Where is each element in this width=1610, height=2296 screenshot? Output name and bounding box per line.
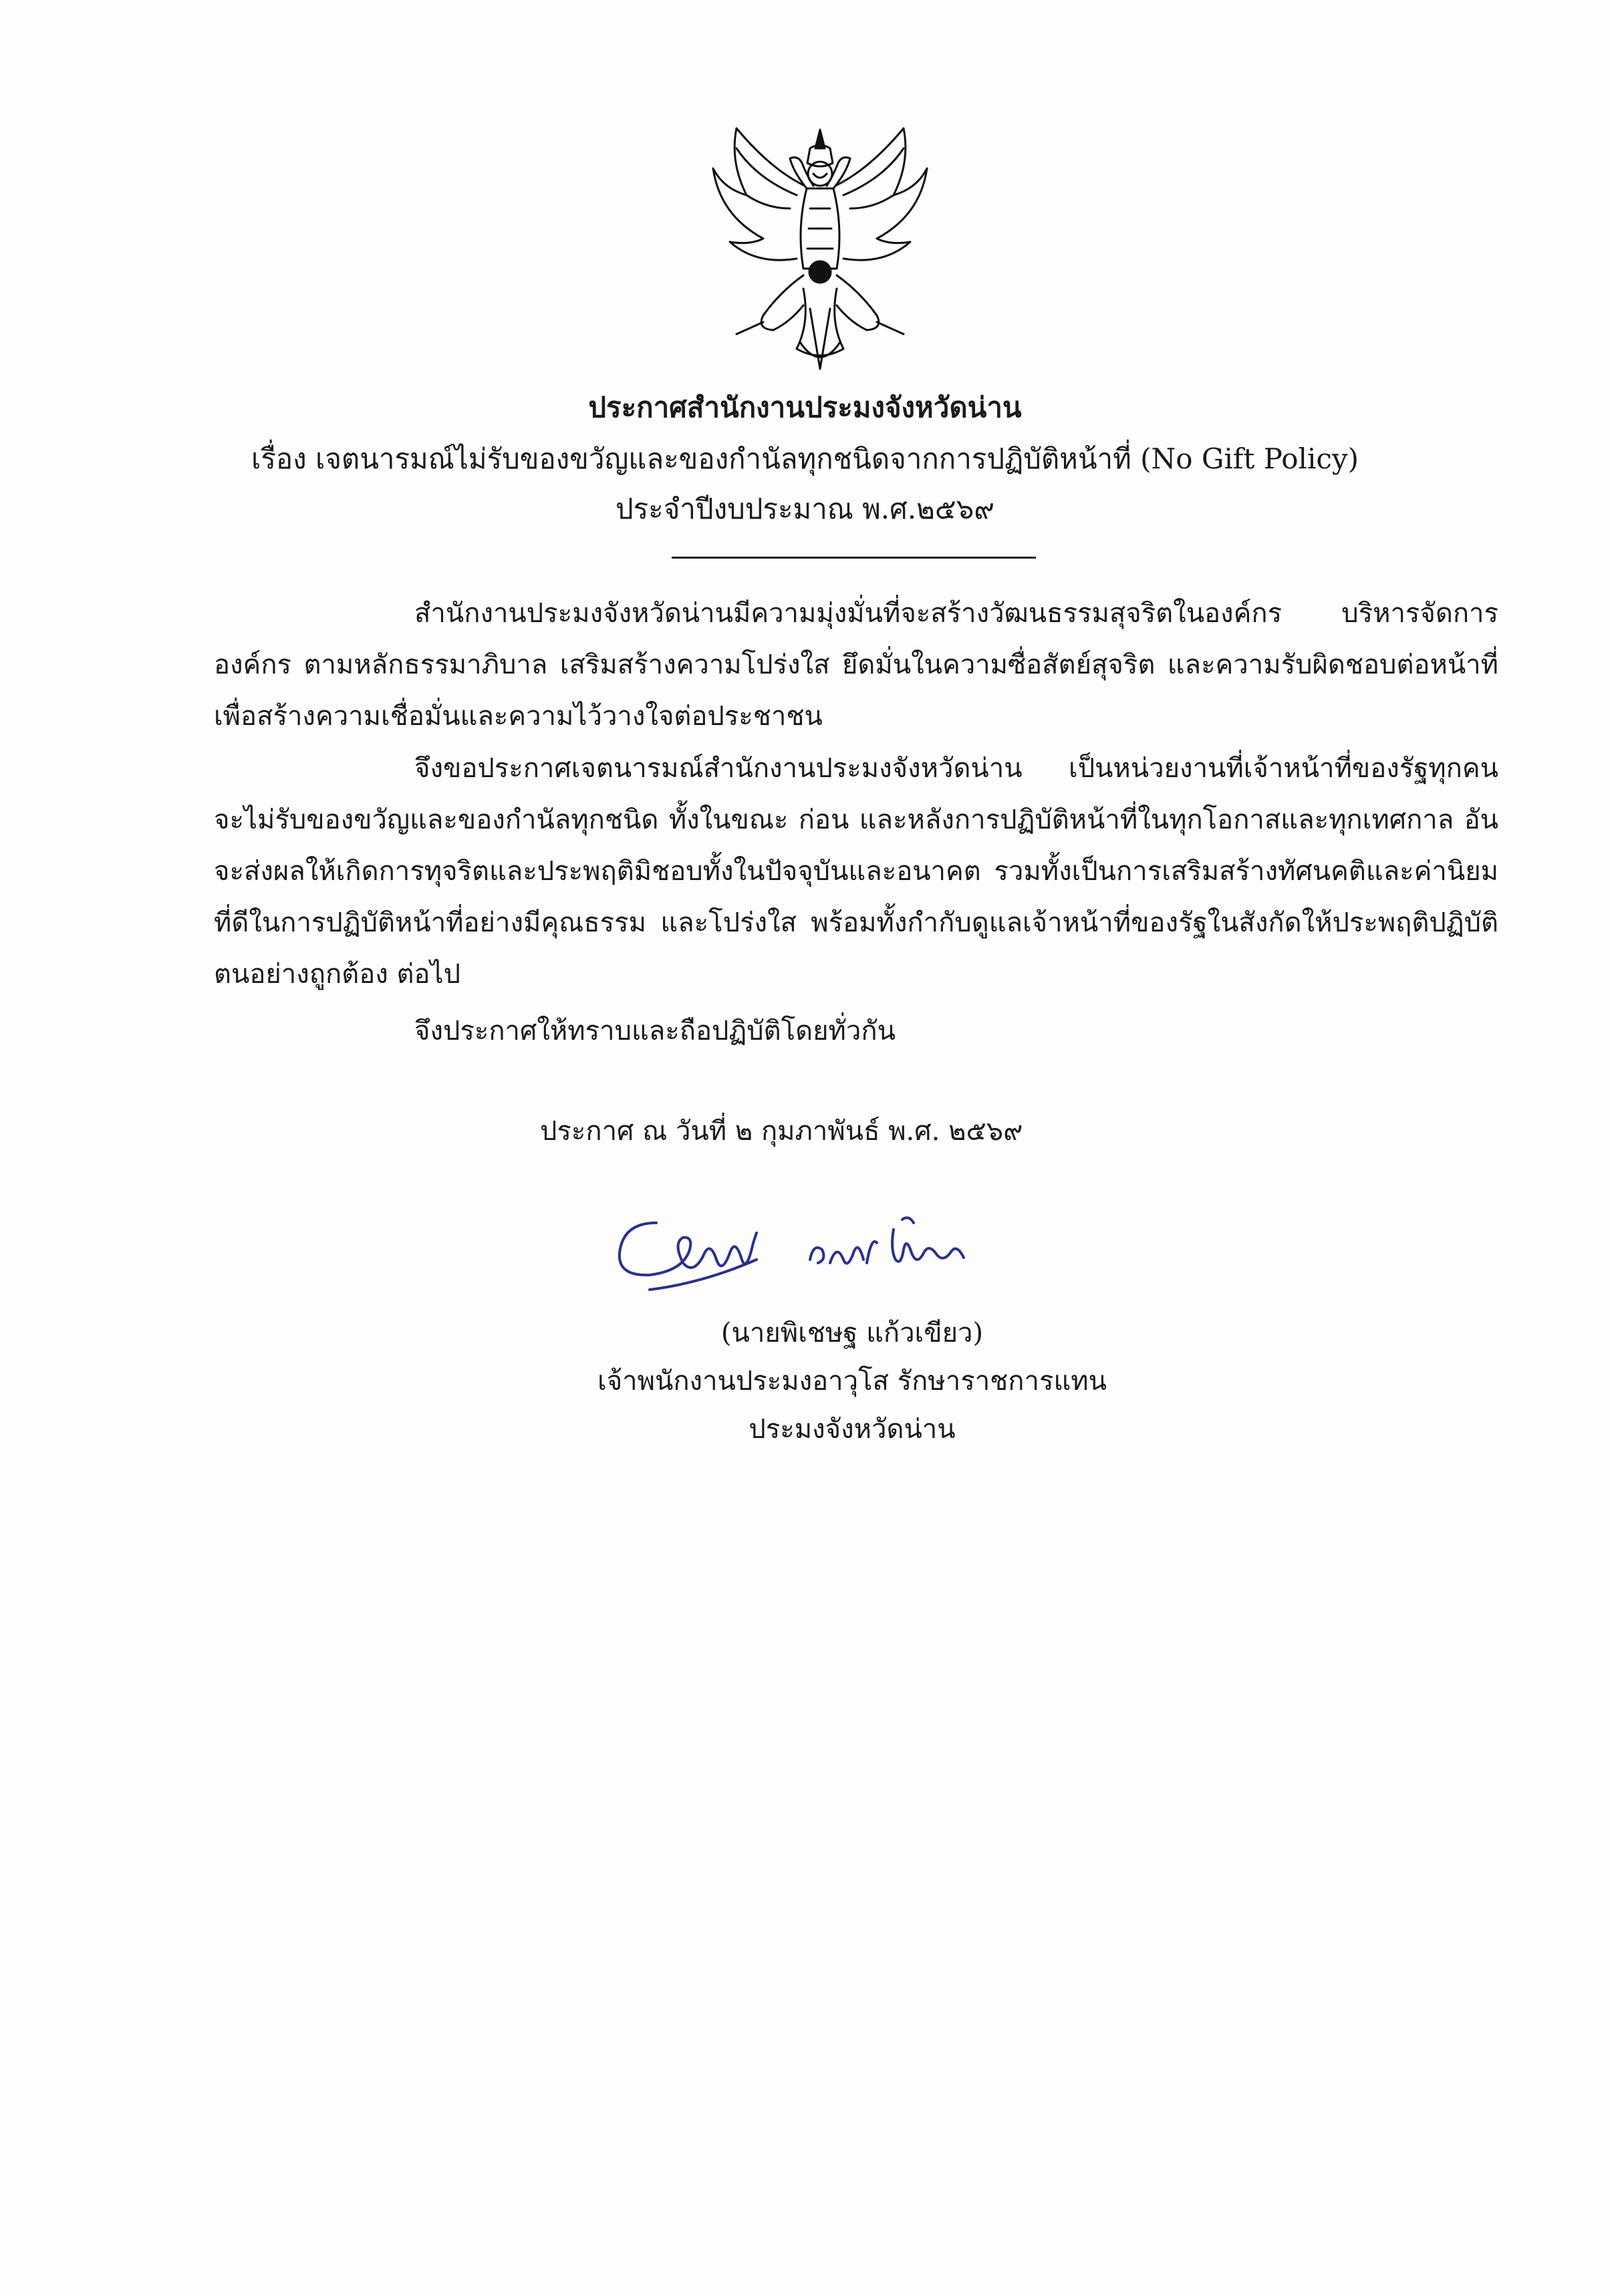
fiscal-year-line: ประจำปีงบประมาณ พ.ศ.๒๕๖๙ xyxy=(615,492,995,525)
body-paragraph-2: จึงขอประกาศเจตนารมณ์สำนักงานประมงจังหวัดน่าน เป็นหน่วยงานที่เจ้าหน้าที่ของรัฐทุกคน จะไม่รับของขวัญและของกำนัลทุกชนิด ทั้งในขณะ ก่อน และหลังการปฏิบัติหน้าที่ในทุกโอกาสและทุกเทศกาล อันจะส่งผลให้เกิดการทุจริตและประพฤติมิชอบทั้งในปัจจุบันและอนาคต รวมทั้งเป็นการเสริมสร้างทัศนคติและค่านิยมที่ดีในการปฏิบัติหน้าที่อย่างมีคุณธรรม และโปร่งใส พร้อมทั้งกำกับดูแลเจ้าหน้าที่ของรัฐในสังกัดให้ประพฤติปฏิบัติตนอย่างถูกต้อง ต่อไป xyxy=(214,753,1498,990)
garuda-emblem-icon xyxy=(710,122,930,376)
announcement-date: ประกาศ ณ วันที่ ๒ กุมภาพันธ์ พ.ศ. ๒๕๖๙ xyxy=(540,1116,1023,1147)
body-paragraph-3: จึงประกาศให้ทราบและถือปฏิบัติโดยทั่วกัน xyxy=(414,1016,896,1046)
announcement-title: ประกาศสำนักงานประมงจังหวัดน่าน xyxy=(588,391,1022,424)
body-paragraph-1: สำนักงานประมงจังหวัดน่านมีความมุ่งมั่นที่จะสร้างวัฒนธรรมสุจริตในองค์กร บริหารจัดการองค์กร ตามหลักธรรมาภิบาล เสริมสร้างความโปร่งใส ยึดมั่นในความซื่อสัตย์สุจริต และความรับผิดชอบต่อหน้าที่ เพื่อสร้างความเชื่อมั่นและความไว้วางใจต่อประชาชน xyxy=(214,598,1498,732)
signatory-name: (นายพิเชษฐ แก้วเขียว) xyxy=(720,1318,984,1348)
announcement-subject: เรื่อง เจตนารมณ์ไม่รับของขวัญและของกำนัลทุกชนิดจากการปฏิบัติหน้าที่ (No Gift Policy) xyxy=(251,442,1359,475)
handwritten-signature xyxy=(610,1196,984,1316)
signatory-position: เจ้าพนักงานประมงอาวุโส รักษาราชการแทน xyxy=(597,1366,1107,1397)
header-divider xyxy=(672,557,1036,559)
signatory-office: ประมงจังหวัดน่าน xyxy=(749,1414,956,1445)
